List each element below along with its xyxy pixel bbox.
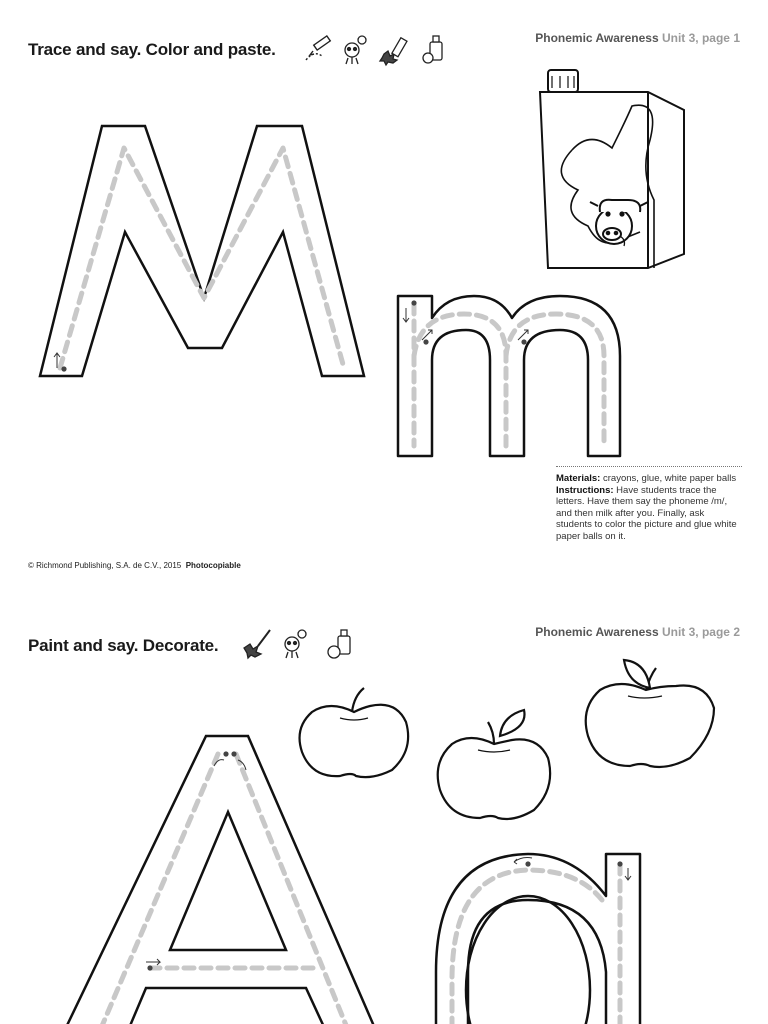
unit-label: Unit 3, page 2 xyxy=(661,625,740,639)
page-instruction: Paint and say. Decorate. xyxy=(28,636,219,655)
instructions-label: Instructions: xyxy=(556,484,614,496)
letter-lowercase-a xyxy=(0,600,768,1024)
instructions-line xyxy=(556,485,742,543)
subject-label: Phonemic Awareness xyxy=(535,31,659,45)
materials-label: Materials: xyxy=(556,473,601,484)
instructions-text: Have students trace the letters. Have them say the phoneme /m/, and then milk after you. Finally, ask students to color the picture and glue white paper balls on it. xyxy=(556,484,737,542)
photocopiable-label: Photocopiable xyxy=(185,561,241,570)
copyright-text: © Richmond Publishing, S.A. de C.V., 2015 xyxy=(28,561,182,570)
copyright-notice xyxy=(28,561,241,570)
materials-line xyxy=(556,473,742,485)
page-instruction: Trace and say. Color and paste. xyxy=(28,40,276,59)
subject-label: Phonemic Awareness xyxy=(535,625,659,639)
teacher-notes xyxy=(556,466,742,542)
unit-label: Unit 3, page 1 xyxy=(661,31,740,45)
materials-text: crayons, glue, white paper balls xyxy=(603,473,737,484)
worksheet-page-2 xyxy=(0,600,768,1024)
